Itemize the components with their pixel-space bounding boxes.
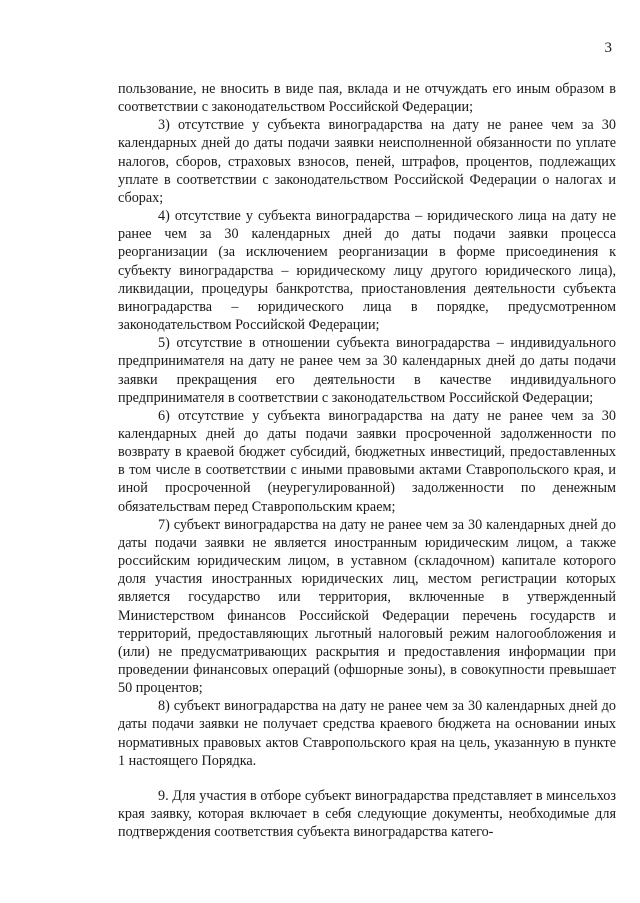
paragraph-item-7: 7) субъект виноградарства на дату не ранее чем за 30 календарных дней до даты подачи заявки не является иностранным юридическим лицом, а также российским юридическим лицом, в уставном (складочном) капитале которого доля участия иностранных юридических лиц, местом регистрации которых является государство или территория, включенные в утвержденный Министерством финансов Российской Федерации перечень государств и территорий, предоставляющих льготный налоговый режим налогообложения и (или) не предусматривающих раскрытия и предоставления информации при проведении финансовых операций (офшорные зоны), в совокупности превышает 50 процентов; [118, 516, 616, 697]
paragraph-item-4: 4) отсутствие у субъекта виноградарства – юридического лица на дату не ранее чем за 30 календарных дней до даты подачи заявки процесса реорганизации (за исключением реорганизации в форме присоединения к субъекту виноградарства – юридическому лицу другого юридического лица), ликвидации, процедуры банкротства, приостановления деятельности субъекта виноградарства – юридического лица в порядке, предусмотренном законодательством Российской Федерации; [118, 208, 616, 334]
paragraph-item-5: 5) отсутствие в отношении субъекта виноградарства – индивидуального предпринимателя на дату не ранее чем за 30 календарных дней до даты подачи заявки прекращения его деятельности в качестве индивидуального предпринимателя в соответствии с законодательством Российской Федерации; [118, 335, 616, 406]
paragraph-section-9: 9. Для участия в отборе субъект виноградарства представляет в минсельхоз края заявку, которая включает в себя следующие документы, необходимые для подтверждения соответствия субъекта виноградарства катего- [118, 787, 616, 841]
page-number: 3 [604, 40, 612, 56]
paragraph-item-8: 8) субъект виноградарства на дату не ранее чем за 30 календарных дней до даты подачи заявки не получает средства краевого бюджета на основании иных нормативных правовых актов Ставропольского края на цель, указанную в пункте 1 настоящего Порядка. [118, 698, 616, 769]
paragraph-item-3: 3) отсутствие у субъекта виноградарства на дату не ранее чем за 30 календарных дней до даты подачи заявки неисполненной обязанности по уплате налогов, сборов, страховых взносов, пеней, штрафов, процентов, подлежащих уплате в соответствии с законодательством Российской Федерации о налогах и сборах; [118, 117, 616, 206]
document-body [118, 80, 616, 841]
paragraph-continuation: пользование, не вносить в виде пая, вклада и не отчуждать его иным образом в соответствии с законодательством Российской Федерации; [118, 81, 616, 116]
paragraph-item-6: 6) отсутствие у субъекта виноградарства на дату не ранее чем за 30 календарных дней до даты подачи заявки просроченной задолженности по возврату в краевой бюджет субсидий, бюджетных инвестиций, предоставленных в том числе в соответствии с иными правовыми актами Ставропольского края, и иной просроченной (неурегулированной) задолженности по денежным обязательствам перед Ставропольским краем; [118, 407, 616, 515]
